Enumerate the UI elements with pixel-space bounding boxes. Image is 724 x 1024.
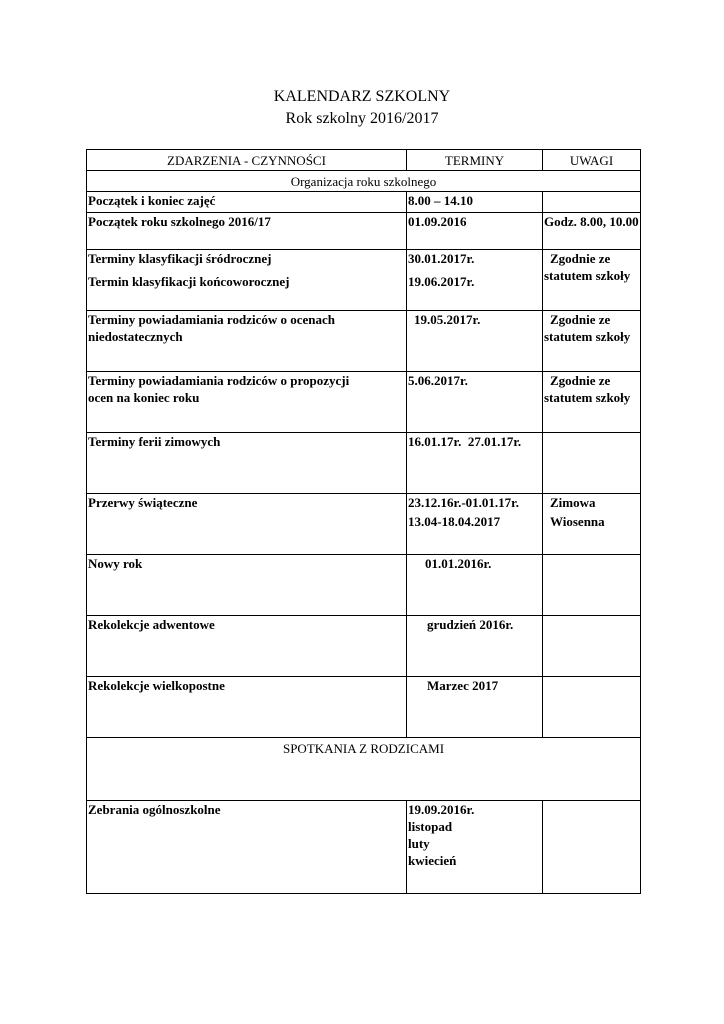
date-cell (407, 494, 543, 555)
column-header-notes: UWAGI (543, 150, 641, 171)
page-title: KALENDARZ SZKOLNY (273, 88, 451, 105)
event-cell (87, 372, 407, 433)
note-cell (543, 801, 641, 894)
table-row (87, 801, 641, 894)
table-row (87, 311, 641, 372)
note-line: Zgodnie ze (550, 251, 611, 266)
event-cell: Zebrania ogólnoszkolne (87, 801, 407, 894)
note-cell (543, 677, 641, 738)
event-cell: Początek roku szkolnego 2016/17 (87, 213, 407, 250)
event-line: Terminy klasyfikacji śródrocznej (88, 251, 272, 266)
note-cell (543, 372, 641, 433)
event-cell: Terminy ferii zimowych (87, 433, 407, 494)
note-line: statutem szkoły (544, 329, 631, 344)
event-cell: Początek i koniec zajęć (87, 192, 407, 213)
note-cell (543, 616, 641, 677)
event-line: Terminy powiadamiania rodziców o ocenach (88, 312, 336, 327)
section-row (87, 171, 641, 192)
date-cell (407, 801, 543, 894)
note-line: Wiosenna (550, 514, 605, 529)
note-line: Zgodnie ze (550, 373, 611, 388)
date-line: listopad (408, 819, 453, 834)
date-cell: grudzień 2016r. (407, 616, 543, 677)
note-line: statutem szkoły (544, 268, 631, 283)
note-line: Zgodnie ze (550, 312, 611, 327)
table-row (87, 616, 641, 677)
date-line: kwiecień (408, 853, 457, 868)
date-cell: 8.00 – 14.10 (407, 192, 543, 213)
note-cell (543, 433, 641, 494)
date-cell (407, 372, 543, 433)
date-cell (407, 311, 543, 372)
note-cell (543, 311, 641, 372)
date-line: 19.06.2017r. (408, 274, 475, 289)
event-cell: Rekolekcje adwentowe (87, 616, 407, 677)
section-heading-meetings: SPOTKANIA Z RODZICAMI (87, 738, 641, 801)
date-line: 19.05.2017r. (414, 312, 481, 327)
event-cell (87, 250, 407, 311)
note-cell (543, 494, 641, 555)
note-cell (543, 555, 641, 616)
table-row (87, 372, 641, 433)
date-cell: 16.01.17r. 27.01.17r. (407, 433, 543, 494)
table-row (87, 433, 641, 494)
date-line: 19.09.2016r. (408, 802, 475, 817)
date-cell (407, 250, 543, 311)
date-line: 13.04-18.04.2017 (408, 514, 501, 529)
table-row (87, 250, 641, 311)
date-cell: Marzec 2017 (407, 677, 543, 738)
date-cell: 01.09.2016 (407, 213, 543, 250)
column-header-events: ZDARZENIA - CZYNNOŚCI (87, 150, 407, 171)
table-row (87, 555, 641, 616)
table-row (87, 677, 641, 738)
date-line: 5.06.2017r. (408, 373, 468, 388)
note-line: Zimowa (550, 495, 596, 510)
event-line: ocen na koniec roku (88, 390, 200, 405)
table-row (87, 494, 641, 555)
column-header-dates: TERMINY (407, 150, 543, 171)
event-line: Termin klasyfikacji końcoworocznej (88, 274, 290, 289)
event-cell: Nowy rok (87, 555, 407, 616)
event-line: niedostatecznych (88, 329, 183, 344)
note-cell (543, 192, 641, 213)
note-cell (543, 250, 641, 311)
event-cell (87, 311, 407, 372)
event-line: Terminy powiadamiania rodziców o propozycji (88, 373, 350, 388)
note-line: statutem szkoły (544, 390, 631, 405)
date-line: 23.12.16r.-01.01.17r. (408, 495, 519, 510)
event-cell: Rekolekcje wielkopostne (87, 677, 407, 738)
event-cell: Przerwy świąteczne (87, 494, 407, 555)
section-row (87, 738, 641, 801)
date-cell: 01.01.2016r. (407, 555, 543, 616)
table-row (87, 213, 641, 250)
date-line: luty (408, 836, 430, 851)
section-heading-organization: Organizacja roku szkolnego (87, 171, 641, 192)
table-header-row (87, 150, 641, 171)
page-subtitle: Rok szkolny 2016/2017 (285, 110, 439, 127)
table-row (87, 192, 641, 213)
calendar-table (86, 149, 641, 894)
note-cell: Godz. 8.00, 10.00 (543, 213, 641, 250)
date-line: 30.01.2017r. (408, 251, 475, 266)
